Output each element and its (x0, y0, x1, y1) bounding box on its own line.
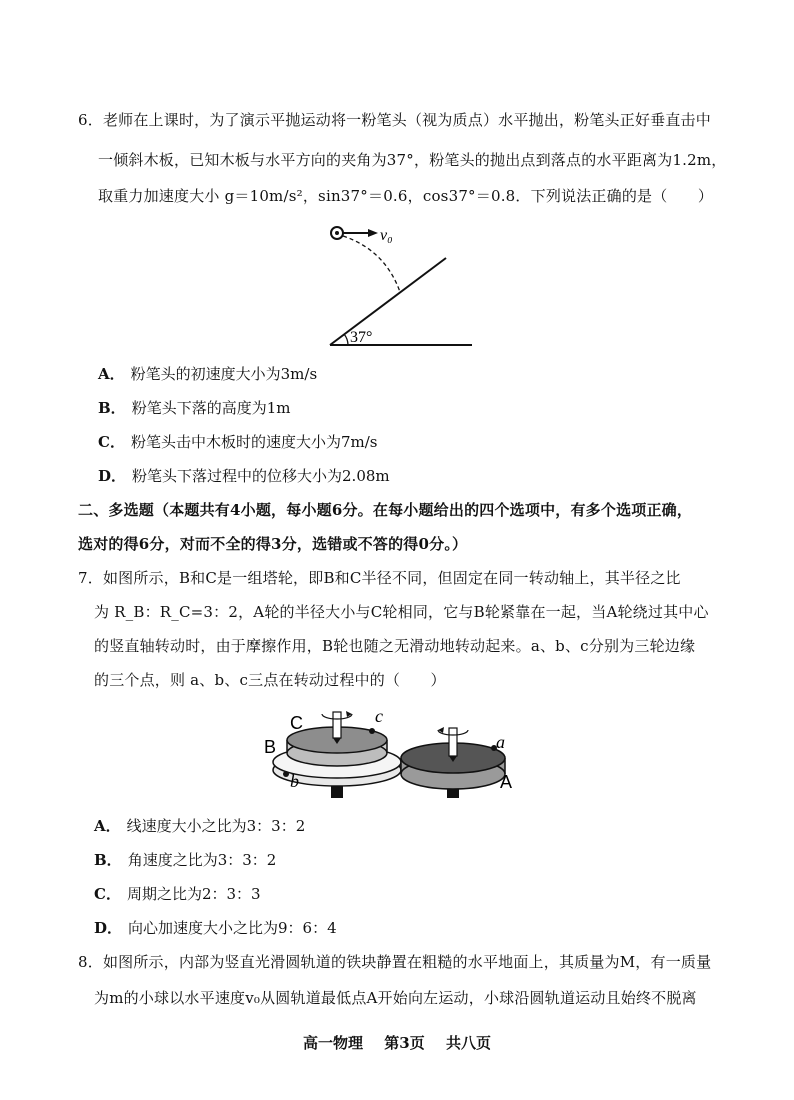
label-A: A (500, 772, 513, 792)
footer-subject: 高一物理 (303, 1034, 364, 1052)
q7-option-d: D． 向心加速度大小之比为9：6：4 (94, 919, 337, 937)
footer-total: 共八页 (445, 1034, 491, 1052)
axle-c (333, 712, 341, 738)
label-a: a (496, 732, 505, 752)
q8-line-2: 为m的小球以水平速度v₀从圆轨道最低点A开始向左运动，小球沿圆轨道运动且始终不脱离 (94, 989, 697, 1007)
page-footer (0, 1032, 794, 1053)
q6-option-c: C． 粉笔头击中木板时的速度大小为7m/s (98, 433, 378, 451)
q6-option-b: B． 粉笔头下落的高度为1m (98, 399, 291, 417)
label-B: B (264, 737, 277, 757)
q6-line-2: 一倾斜木板，已知木板与水平方向的夹角为37°，粉笔头的抛出点到落点的水平距离为1.2m， (98, 151, 727, 169)
point-c-dot (369, 728, 375, 734)
axle-a (449, 728, 457, 756)
velocity-label: v₀ (380, 227, 393, 244)
label-c: c (375, 706, 383, 726)
q6-option-d: D． 粉笔头下落过程中的位移大小为2.08m (98, 467, 390, 485)
q7-line-1: 7．如图所示，B和C是一组塔轮，即B和C半径不同，但固定在同一转动轴上，其半径之比 (78, 569, 681, 587)
q7-option-b: B． 角速度之比为3：3：2 (94, 851, 277, 869)
q6-option-a: A． 粉笔头的初速度大小为3m/s (98, 365, 318, 383)
q6-line-3: 取重力加速度大小 g＝10m/s²，sin37°＝0.6，cos37°＝0.8．下列说法正确的是（ ） (98, 187, 714, 205)
point-b-dot (283, 771, 289, 777)
q7-option-c: C． 周期之比为2：3：3 (94, 885, 261, 903)
q8-line-1: 8．如图所示，内部为竖直光滑圆轨道的铁块静置在粗糙的水平地面上，其质量为M，有一质量 (78, 953, 712, 971)
q7-line-3: 的竖直轴转动时，由于摩擦作用，B轮也随之无滑动地转动起来。a、b、c分别为三轮边缘 (94, 637, 696, 655)
label-C: C (290, 713, 303, 733)
q7-line-2: 为 R_B：R_C=3：2，A轮的半径大小与C轮相同，它与B轮紧靠在一起，当A轮绕过其中心 (94, 603, 709, 621)
q7-line-4: 的三个点，则 a、b、c三点在转动过程中的（ ） (94, 671, 446, 689)
section2-line-2: 选对的得6分，对而不全的得3分，选错或不答的得0分。） (78, 535, 468, 553)
angle-label: 37° (350, 329, 373, 346)
section2-line-1: 二、多选题（本题共有4小题，每小题6分。在每小题给出的四个选项中，有多个选项正确， (78, 501, 693, 519)
q6-line-1: 6．老师在上课时，为了演示平抛运动将一粉笔头（视为质点）水平抛出，粉笔头正好垂直击中 (78, 111, 711, 129)
label-b: b (290, 771, 299, 791)
q7-option-a: A． 线速度大小之比为3：3：2 (94, 817, 306, 835)
footer-page: 第3页 (384, 1034, 425, 1052)
